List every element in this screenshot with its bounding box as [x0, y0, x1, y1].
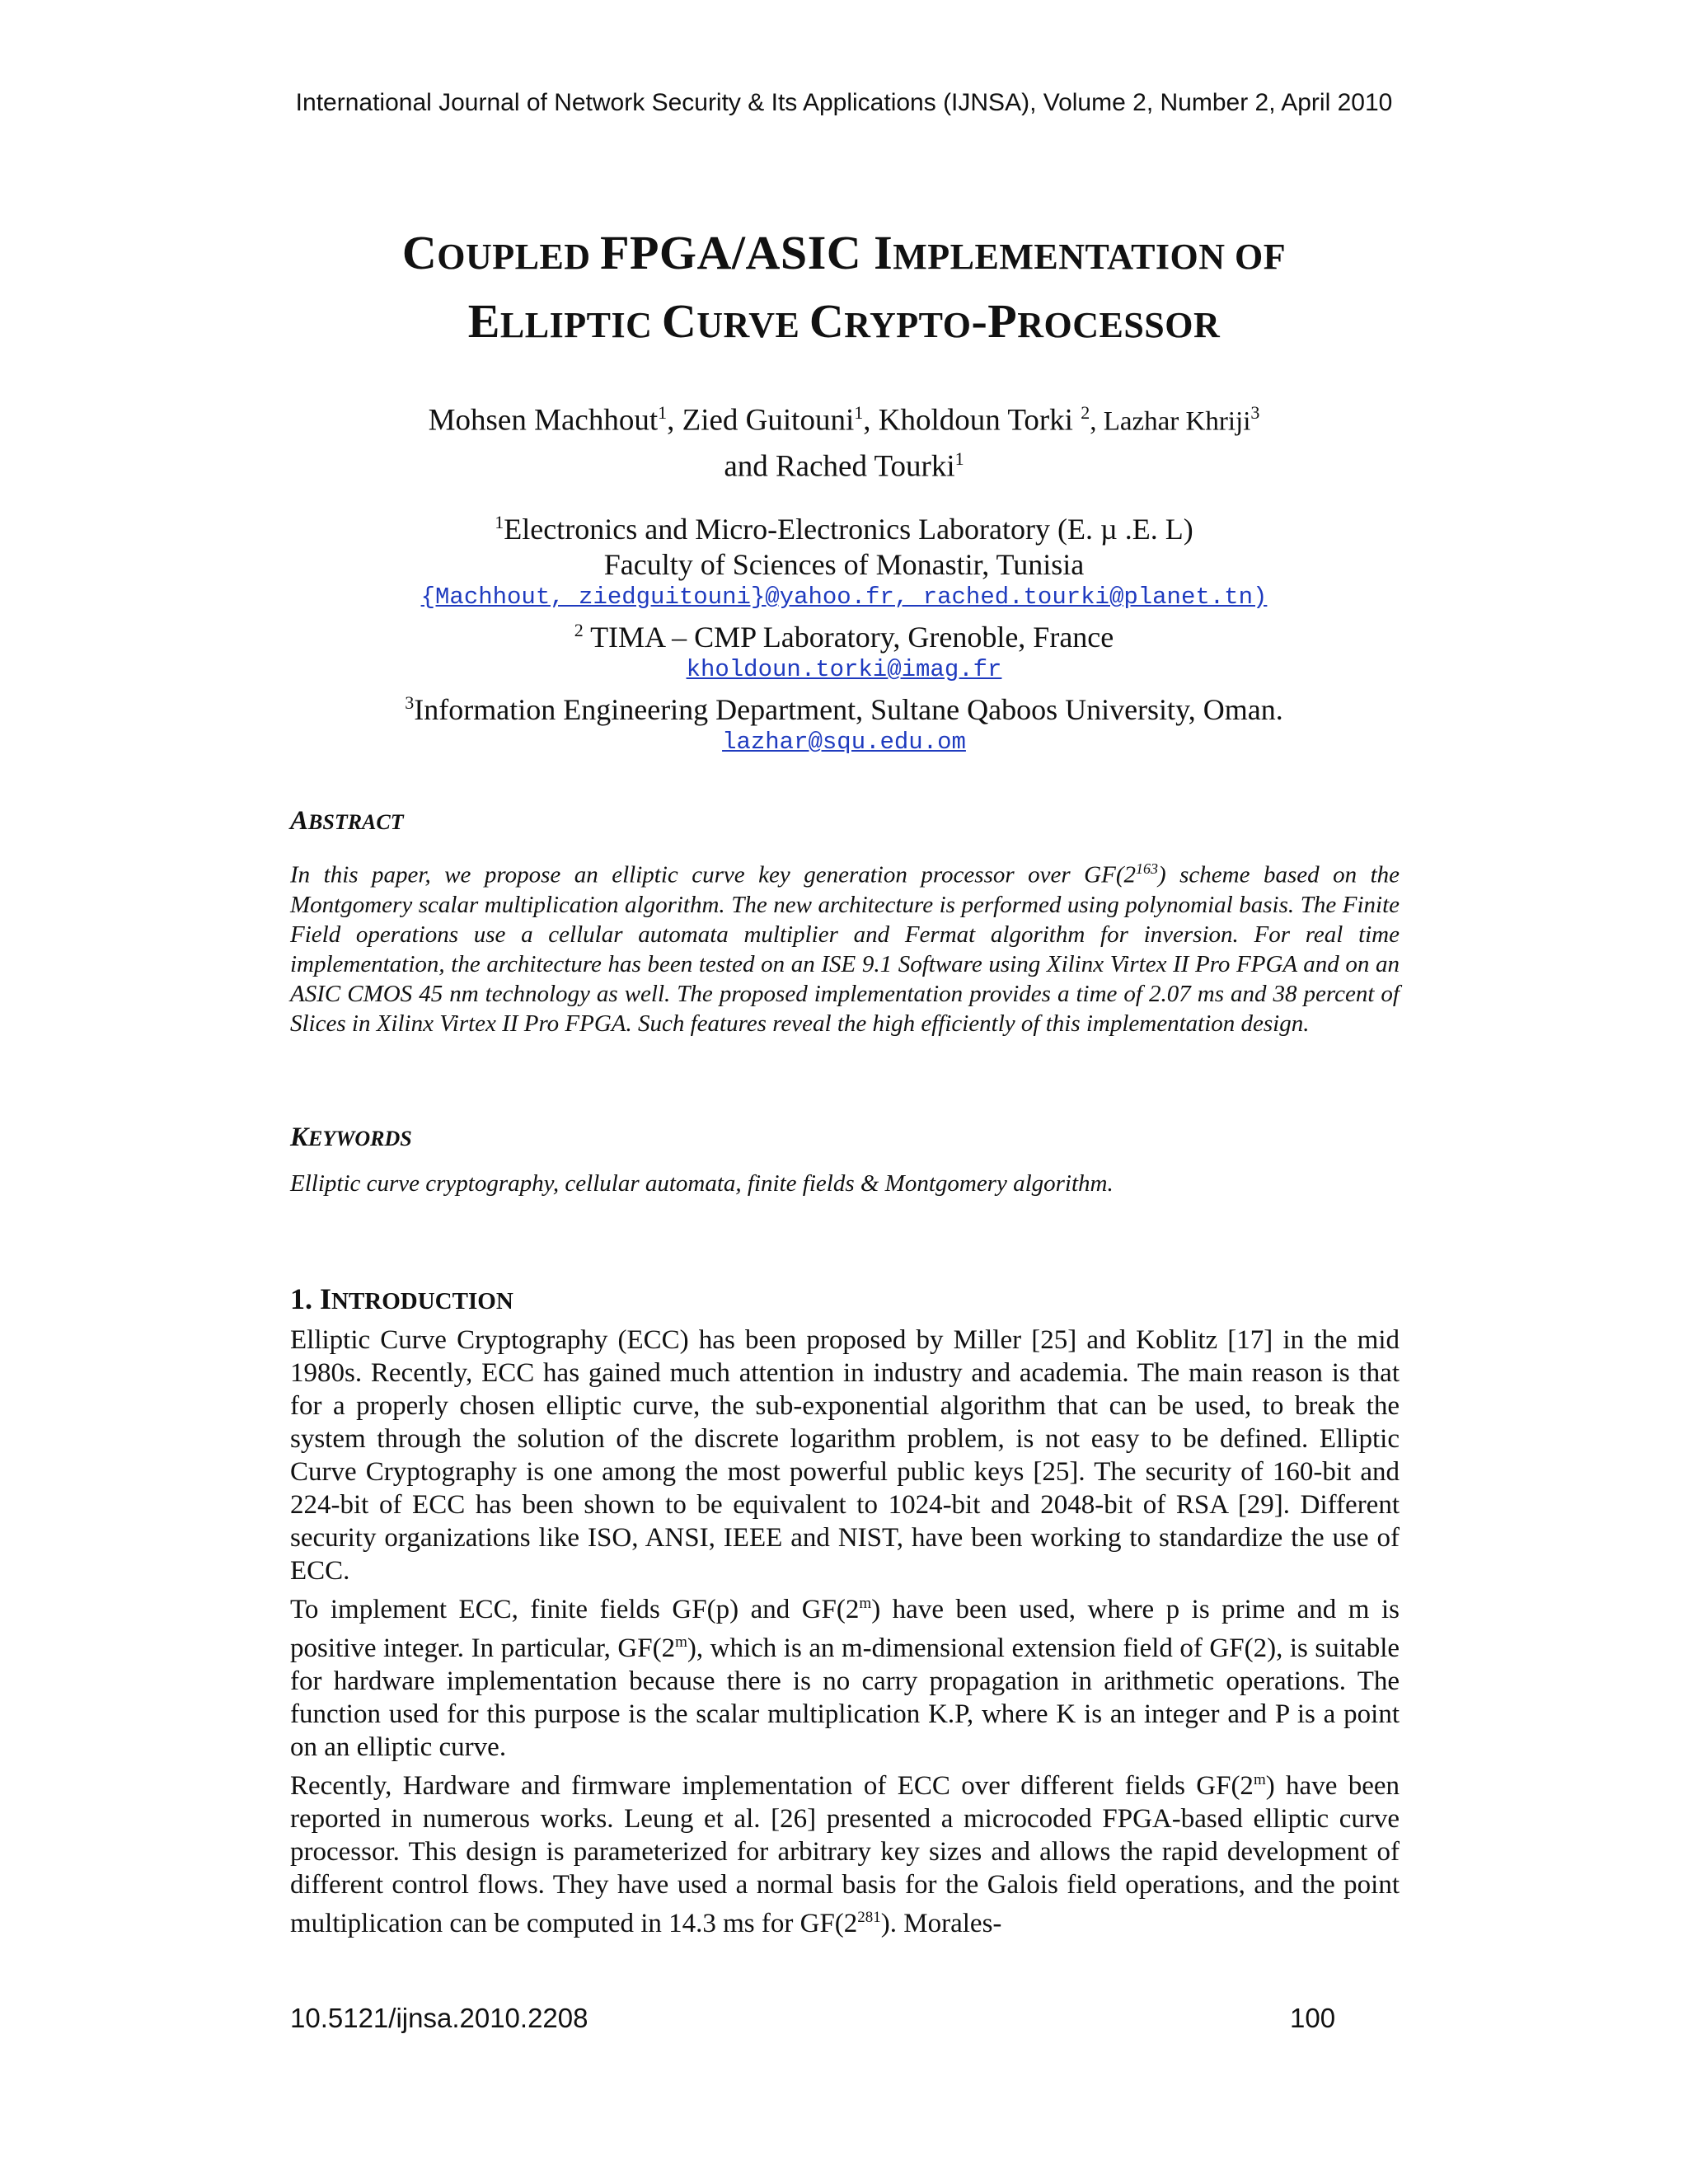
email-link-3[interactable]: lazhar@squ.edu.om: [722, 729, 966, 756]
title-line-2: ELLIPTIC CURVE CRYPTO-PROCESSOR: [467, 294, 1221, 348]
paragraph-1: Elliptic Curve Cryptography (ECC) has been proposed by Miller [25] and Koblitz [17] in the mid 1980s. Recently, ECC has gained much attention in industry and academia. The main reason is that for a properly chosen elliptic curve, the sub-exponential algorithm that can be used, to break the system through the solution of the discrete logarithm problem, is not easy to be defined. Elliptic Curve Cryptography is one among the most powerful public keys [25]. The security of 160-bit and 224-bit of ECC has been shown to be equivalent to 1024-bit and 2048-bit of RSA [29]. Different security organizations like ISO, ANSI, IEEE and NIST, have been working to standardize the use of ECC.: [290, 1325, 1400, 1586]
affiliation-1: $^1$Electronics and Micro-Electronics Laboratory (E. µ .E. L): [495, 512, 1193, 546]
author-list: [0, 394, 1688, 486]
page-number: 100: [1290, 2003, 1336, 2033]
paragraph-2: To implement ECC, finite fields GF(p) and GF(2$^m$) have been used, where p is prime and m is positive integer. In particular, GF(2$^m$), which is an m-dimensional extension field of GF(2), is suitable for hardware implementation because there is no carry propagation in arithmetic operations. The function used for this purpose is the scalar multiplication K.P, where K is an integer and P is a point on an elliptic curve.: [290, 1595, 1400, 1762]
footer-doi: 10.5121/ijnsa.2010.2208: [290, 2003, 588, 2033]
paper-title: [0, 221, 1688, 358]
title-line-1: COUPLED FPGA/ASIC IMPLEMENTATION OF: [401, 226, 1287, 279]
author-line-1: Mohsen Machhout$^1$, Zied Guitouni$^1$, Kholdoun Torki $^2$, Lazhar Khriji$^3$: [428, 402, 1260, 438]
affiliations: [0, 504, 1688, 757]
affiliation-2: $^2$ TIMA – CMP Laboratory, Grenoble, France: [574, 620, 1114, 654]
abstract-heading: ABSTRACT: [290, 806, 404, 836]
running-header: International Journal of Network Security & Its Applications (IJNSA), Volume 2, Number 2, April 2010: [295, 89, 1393, 116]
section-heading-introduction: 1. INTRODUCTION: [290, 1282, 513, 1315]
keywords-text: Elliptic curve cryptography, cellular automata, finite fields & Montgomery algorithm.: [290, 1170, 1114, 1197]
affiliation-3: $^3$Information Engineering Department, Sultane Qaboos University, Oman.: [405, 692, 1283, 726]
paragraph-3: Recently, Hardware and firmware implementation of ECC over different fields GF(2$^m$) have been reported in numerous works. Leung et al. [26] presented a microcoded FPGA-based elliptic curve processor. This design is parameterized for arbitrary key sizes and allows the rapid development of different control flows. They have used a normal basis for the Galois field operations, and the point multiplication can be computed in 14.3 ms for $GF(2^{281})$. Morales-: [290, 1771, 1400, 1938]
author-line-2: and Rached Tourki$^1$: [724, 448, 964, 484]
affiliation-1-line-2: Faculty of Sciences of Monastir, Tunisia: [603, 548, 1085, 581]
introduction-body: [290, 1324, 1400, 1940]
keywords-heading: KEYWORDS: [290, 1122, 412, 1152]
abstract-text: In this paper, we propose an elliptic curve key generation processor over $GF(2^{163})$ scheme based on the Montgomery scalar multiplication algorithm. The new architecture is performed using polynomial basis. The Finite Field operations use a cellular automata multiplier and Fermat algorithm for inversion. For real time implementation, the architecture has been tested on an ISE 9.1 Software using Xilinx Virtex II Pro FPGA and on an ASIC CMOS 45 nm technology as well. The proposed implementation provides a time of 2.07 ms and 38 percent of Slices in Xilinx Virtex II Pro FPGA. Such features reveal the high efficiently of this implementation design.: [290, 860, 1400, 1037]
email-link-2[interactable]: kholdoun.torki@imag.fr: [686, 656, 1002, 683]
email-link-1[interactable]: {Machhout, ziedguitouni}@yahoo.fr, rached.tourki@planet.tn): [420, 583, 1268, 611]
